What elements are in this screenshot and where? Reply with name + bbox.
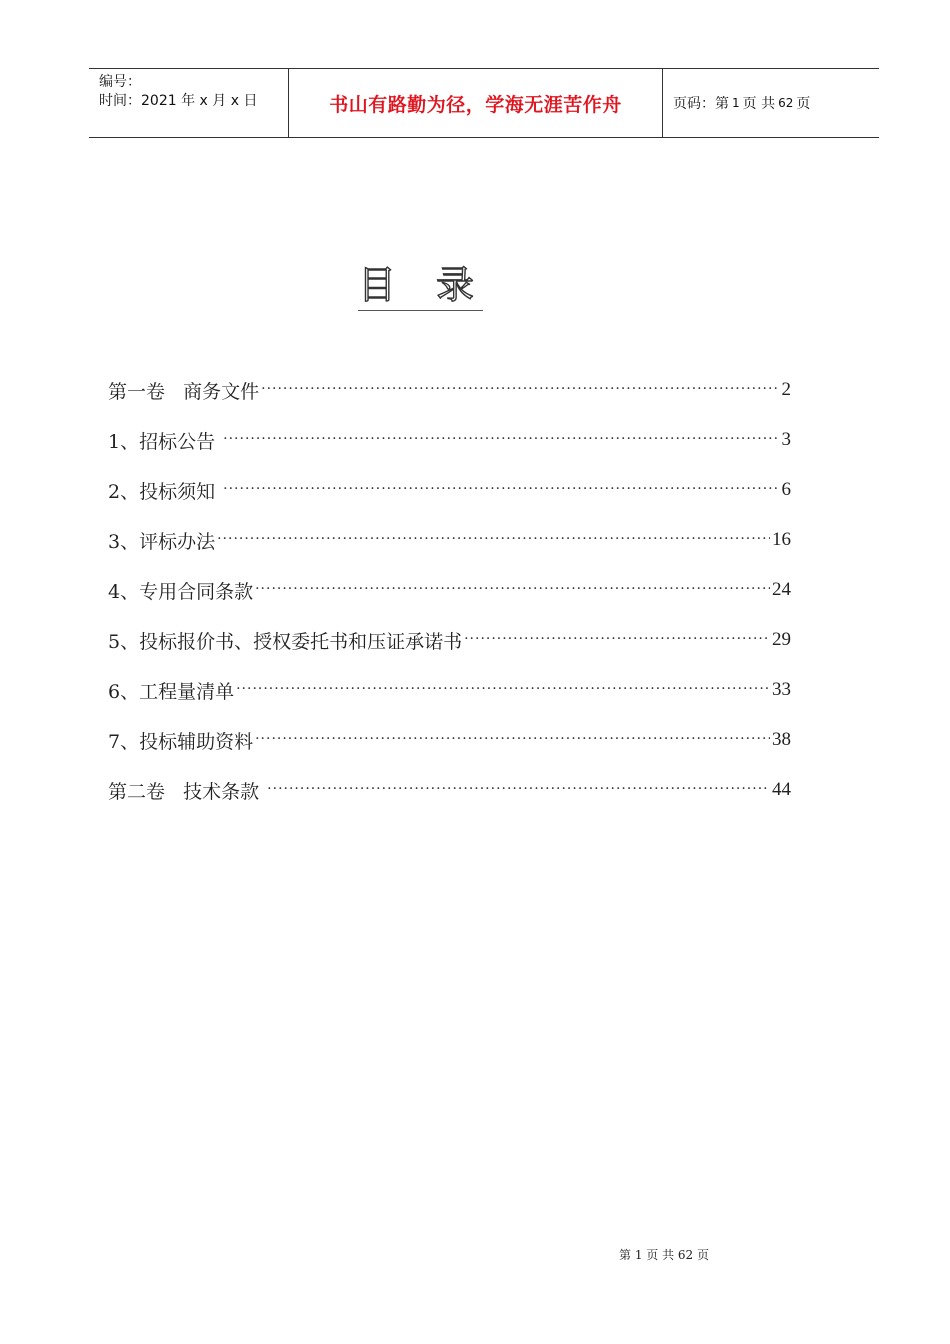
toc-entry-page: 6 bbox=[781, 479, 791, 500]
toc-entry-label: 第二卷 技术条款 bbox=[108, 780, 266, 803]
toc-entry[interactable] bbox=[108, 515, 791, 565]
header-meta bbox=[89, 69, 289, 137]
header-page-info bbox=[663, 69, 879, 137]
page-current: 1 bbox=[732, 96, 740, 110]
toc-leader-dots bbox=[267, 781, 770, 797]
toc-entry[interactable] bbox=[108, 765, 791, 815]
toc-entry[interactable] bbox=[108, 615, 791, 665]
toc-entry-page: 3 bbox=[781, 429, 791, 450]
toc-entry-page: 38 bbox=[772, 729, 791, 750]
page-footer: 第 1 页 共 62 页 bbox=[619, 1248, 709, 1262]
toc-entry-label: 2、投标须知 bbox=[108, 480, 222, 503]
toc-leader-dots bbox=[255, 581, 770, 597]
toc-entry-page: 16 bbox=[772, 529, 791, 550]
toc-leader-dots bbox=[464, 631, 770, 647]
toc-leader-dots bbox=[236, 681, 770, 697]
toc-entry[interactable] bbox=[108, 465, 791, 515]
toc-leader-dots bbox=[255, 731, 770, 747]
page-prefix: 页码：第 bbox=[673, 96, 729, 112]
document-time: 时间：2021 年 x 月 x 日 bbox=[99, 93, 258, 109]
toc-entry-label: 4、专用合同条款 bbox=[108, 580, 254, 603]
document-number-label: 编号： bbox=[99, 74, 141, 90]
toc-entry-page: 33 bbox=[772, 679, 791, 700]
header-motto: 书山有路勤为径，学海无涯苦作舟 bbox=[289, 69, 663, 137]
toc-entry-label: 1、招标公告 bbox=[108, 430, 222, 453]
toc-entry-page: 44 bbox=[772, 779, 791, 800]
toc-entry[interactable] bbox=[108, 415, 791, 465]
toc-entry-label: 7、投标辅助资料 bbox=[108, 730, 254, 753]
toc-leader-dots bbox=[223, 431, 779, 447]
toc-entry-label: 第一卷 商务文件 bbox=[108, 380, 260, 403]
toc-entry[interactable] bbox=[108, 365, 791, 415]
toc-leader-dots bbox=[217, 531, 770, 547]
toc-leader-dots bbox=[223, 481, 779, 497]
toc-entry-label: 5、投标报价书、授权委托书和压证承诺书 bbox=[108, 630, 463, 653]
toc-leader-dots bbox=[261, 381, 779, 397]
toc-entry-page: 29 bbox=[772, 629, 791, 650]
toc-entry-page: 24 bbox=[772, 579, 791, 600]
toc-entry[interactable] bbox=[108, 665, 791, 715]
toc-title: 目录 bbox=[358, 260, 483, 311]
toc-entry-page: 2 bbox=[781, 379, 791, 400]
toc-entry-label: 6、工程量清单 bbox=[108, 680, 235, 703]
page-total: 62 bbox=[778, 96, 794, 110]
toc-entry[interactable] bbox=[108, 715, 791, 765]
page-suffix: 页 bbox=[796, 96, 811, 112]
page-mid: 页 共 bbox=[742, 96, 776, 112]
toc-entry[interactable] bbox=[108, 565, 791, 615]
toc-entry-label: 3、评标办法 bbox=[108, 530, 216, 553]
table-of-contents bbox=[108, 365, 791, 815]
page-header bbox=[89, 68, 879, 138]
